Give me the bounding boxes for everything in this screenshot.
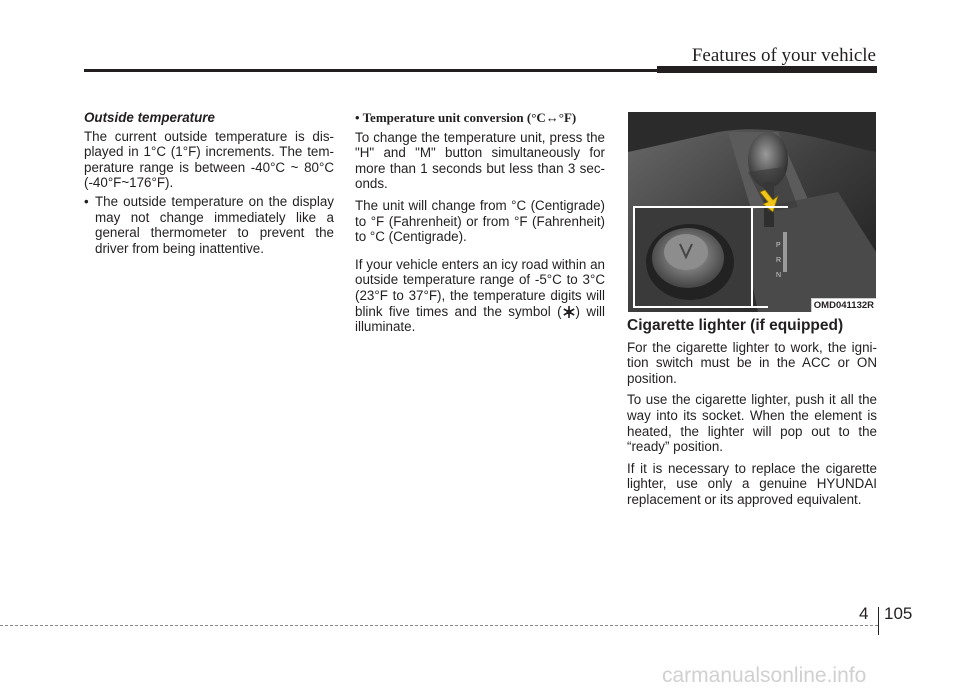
footer-dashed-line — [0, 625, 878, 626]
icy-road-text-b: ) will illuminate. — [355, 303, 605, 335]
unit-conversion-paragraph-2: The unit will change from °C (Centigrade) to °F (Fahrenheit) or from °F (Fahrenheit) to °C (Centigrade). — [355, 197, 605, 245]
image-label: OMD041132R — [811, 298, 876, 312]
unit-conversion-heading: • Temperature unit conversion (°C↔°F) — [355, 110, 577, 125]
cigarette-lighter-illustration — [628, 112, 876, 312]
icy-road-text-a: If your vehicle enters an icy road within an outside temperature range of -5°C to 3°C (23°F to 37°F), the temperature digits will blink five times and the symbol ( — [355, 256, 605, 319]
svg-text:P: P — [776, 242, 781, 249]
middle-column — [355, 110, 605, 335]
bullet-item — [84, 194, 334, 256]
watermark: carmanualsonline.info — [662, 664, 867, 687]
cigarette-lighter-photo — [628, 112, 876, 312]
outside-temperature-heading: Outside temperature — [84, 110, 215, 125]
cigarette-lighter-heading: Cigarette lighter (if equipped) — [627, 317, 844, 334]
bullet-mark: • — [84, 193, 89, 209]
outside-temperature-paragraph: The current outside temperature is displayed in 1°C (1°F) increments. The temperature range is between -40°C ~ 80°C (-40°F~176°F). — [84, 128, 334, 191]
cigarette-lighter-paragraph-1: For the cigarette lighter to work, the ignition switch must be in the ACC or ON position. — [627, 339, 877, 386]
page-number: 105 — [884, 604, 913, 623]
right-column — [627, 318, 877, 508]
chapter-number: 4 — [859, 604, 869, 623]
svg-text:R: R — [776, 257, 782, 264]
header-rule-thick — [657, 66, 877, 73]
svg-text:N: N — [776, 272, 782, 279]
cigarette-lighter-paragraph-2: To use the cigarette lighter, push it all the way into its socket. When the element is heated, the lighter will pop out to the “ready” position. — [627, 392, 877, 455]
unit-conversion-paragraph-1: To change the temperature unit, press the "H" and "M" button simultaneously for more than 1 seconds but less than 3 seconds. — [355, 129, 605, 192]
left-column — [84, 110, 334, 256]
header-rule — [84, 69, 657, 72]
icy-road-paragraph — [355, 257, 605, 335]
footer-tick — [878, 607, 879, 635]
cigarette-lighter-paragraph-3: If it is necessary to replace the cigarette lighter, use only a genuine HYUNDAI replacement or its approved equivalent. — [627, 460, 877, 507]
header-section-title: Features of your vehicle — [691, 45, 876, 66]
bullet-text: The outside temperature on the display may not change immediately like a general thermometer to prevent the driver from being inattentive. — [95, 193, 334, 256]
snowflake-icon — [562, 305, 576, 319]
